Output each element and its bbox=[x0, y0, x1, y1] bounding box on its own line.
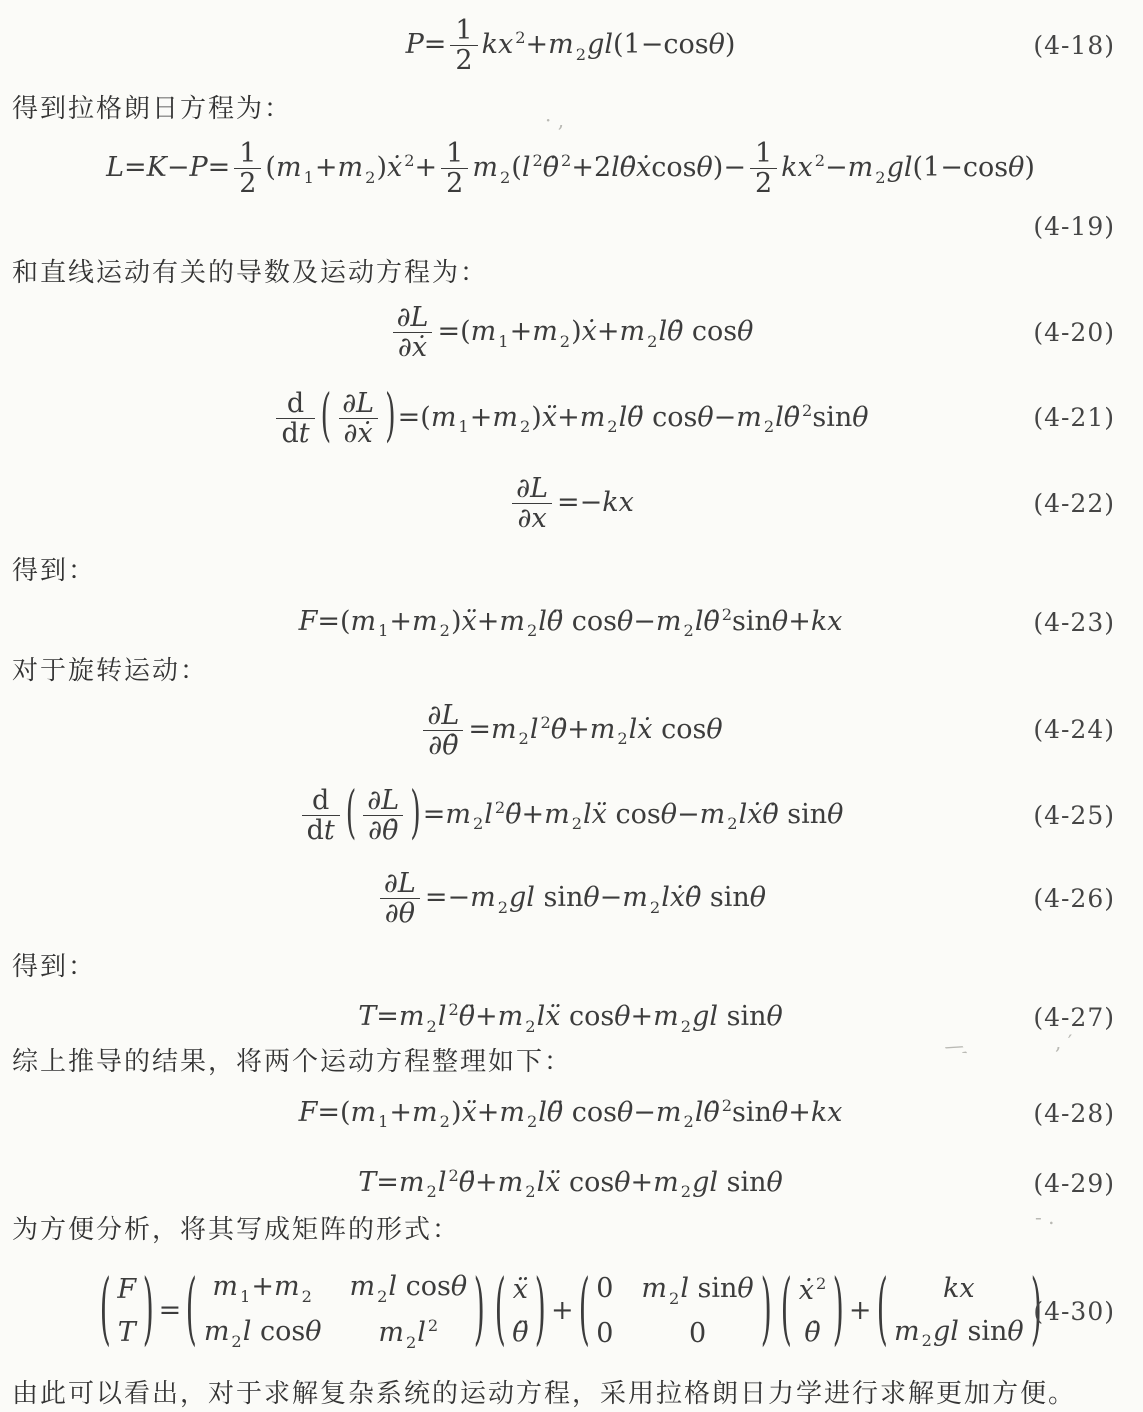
equation-number: (4-22) bbox=[1033, 488, 1115, 518]
equation-body: $\frac{\partial L}{\partial\thetȧ}$ =m $_2$l $^2$θ̇+m $_2$lẋ cosθ bbox=[418, 701, 722, 760]
equation-4-18 bbox=[12, 16, 1129, 75]
equation-4-25 bbox=[12, 781, 1129, 847]
equation-4-20 bbox=[12, 303, 1129, 362]
equation-body: $\frac{\partial L}{\partial\theta}$ =−m $_2$gl sinθ−m $_2$lẋθ̇ sinθ bbox=[375, 869, 766, 928]
equation-body: $\frac{d}{dt}$ ( $\frac{\partial L}{\partial\thetȧ}$ )=m $_2$l $^2$θ̈+m $_2$lẍ cosθ−m $_2$lẋθ̇ sinθ bbox=[298, 786, 844, 845]
paragraph-lagrange-intro: 得到拉格朗日方程为： bbox=[12, 94, 293, 125]
equation-body: F=(m $_1$+m $_2$)ẍ+m $_2$lθ̈ cosθ−m $_2$lθ̇ $^2$sinθ+kx bbox=[298, 1095, 843, 1132]
equation-number: (4-30) bbox=[1033, 1296, 1115, 1326]
paragraph-conclusion: 由此可以看出，对于求解复杂系统的运动方程，采用拉格朗日力学进行求解更加方便。 bbox=[12, 1379, 1077, 1410]
equation-body: $\frac{\partial L}{\partial x}$ =−kx bbox=[507, 474, 634, 533]
equation-number: (4-26) bbox=[1033, 883, 1115, 913]
equation-4-29 bbox=[12, 1166, 1129, 1202]
equation-number: (4-19) bbox=[1033, 212, 1115, 242]
equation-4-22 bbox=[12, 474, 1129, 533]
equation-4-21 bbox=[12, 384, 1129, 450]
equation-4-28 bbox=[12, 1096, 1129, 1132]
equation-number: (4-25) bbox=[1033, 800, 1115, 830]
equation-body: $\frac{d}{dt}$ ( $\frac{\partial L}{\text{∂ẋ}}$ )=(m $_1$+m $_2$)ẍ+m $_2$lθ̈ cosθ−m $_2$lθ̇ $^2$sinθ bbox=[272, 389, 868, 448]
paragraph-matrix-form: 为方便分析，将其写成矩阵的形式： bbox=[12, 1214, 461, 1245]
equation-number: (4-27) bbox=[1033, 1003, 1115, 1033]
equation-4-27 bbox=[12, 1000, 1129, 1036]
equation-body: P= $\frac{1}{2}$ kx $^2$+m $_2$gl(1−cosθ) bbox=[405, 15, 736, 77]
equation-number: (4-29) bbox=[1033, 1168, 1115, 1198]
equation-4-26 bbox=[12, 869, 1129, 928]
equation-4-23 bbox=[12, 605, 1129, 641]
paragraph-obtain-2: 得到： bbox=[12, 951, 97, 982]
equation-body: ( F T ) = ( m $_1$+m $_2$ m $_2$l cosθ m $_2$l cosθ m $_2$l $^2$ ) ( ẍ θ̈ ) + ( 0 m $_2$l sinθ 0 0 ) ( ẋ $^2$ θ̇ ) + ( kx m $_2$gl sinθ ) bbox=[99, 1264, 1042, 1355]
equation-number: (4-21) bbox=[1033, 403, 1115, 433]
equation-number: (4-24) bbox=[1033, 715, 1115, 745]
equation-body: $\frac{\partial L}{\text{∂ẋ}}$ =(m $_1$+m $_2$)ẋ+m $_2$lθ̇ cosθ bbox=[388, 303, 754, 362]
equation-4-19 bbox=[12, 139, 1129, 198]
equation-body: L=K−P= $\frac{1}{2}$ (m $_1$+m $_2$)ẋ $^2$+ $\frac{1}{2}$ m $_2$(l $^2$θ̇ $^2$+2lθ̇ẋcosθ)− $\frac{1}{2}$ kx $^2$−m $_2$gl(1−cosθ) bbox=[106, 138, 1035, 200]
equation-body: T=m $_2$l $^2$θ̈+m $_2$lẍ cosθ+m $_2$gl sinθ bbox=[358, 1165, 783, 1202]
scan-artifact-2: ⁄ ′ bbox=[943, 1039, 972, 1065]
equation-4-19-number-row bbox=[12, 212, 1129, 241]
equation-number: (4-23) bbox=[1033, 607, 1115, 637]
paragraph-summary: 综上推导的结果，将两个运动方程整理如下： bbox=[12, 1047, 573, 1078]
scan-artifact-3: , ′ bbox=[1055, 1030, 1073, 1054]
paragraph-rotation: 对于旋转运动： bbox=[12, 655, 209, 686]
scan-artifact-1: · , bbox=[545, 108, 565, 132]
equation-number: (4-18) bbox=[1033, 30, 1115, 60]
equation-number: (4-20) bbox=[1033, 317, 1115, 347]
equation-number: (4-28) bbox=[1033, 1098, 1115, 1128]
paragraph-obtain-1: 得到： bbox=[12, 556, 97, 587]
equation-body: F=(m $_1$+m $_2$)ẍ+m $_2$lθ̈ cosθ−m $_2$lθ̇ $^2$sinθ+kx bbox=[298, 604, 843, 641]
equation-4-24 bbox=[12, 701, 1129, 760]
equation-4-30 bbox=[12, 1264, 1129, 1355]
paragraph-linear-motion: 和直线运动有关的导数及运动方程为： bbox=[12, 258, 489, 289]
equation-body: T=m $_2$l $^2$θ̈+m $_2$lẍ cosθ+m $_2$gl sinθ bbox=[358, 1000, 783, 1036]
scan-artifact-4: - . bbox=[1035, 1205, 1055, 1229]
